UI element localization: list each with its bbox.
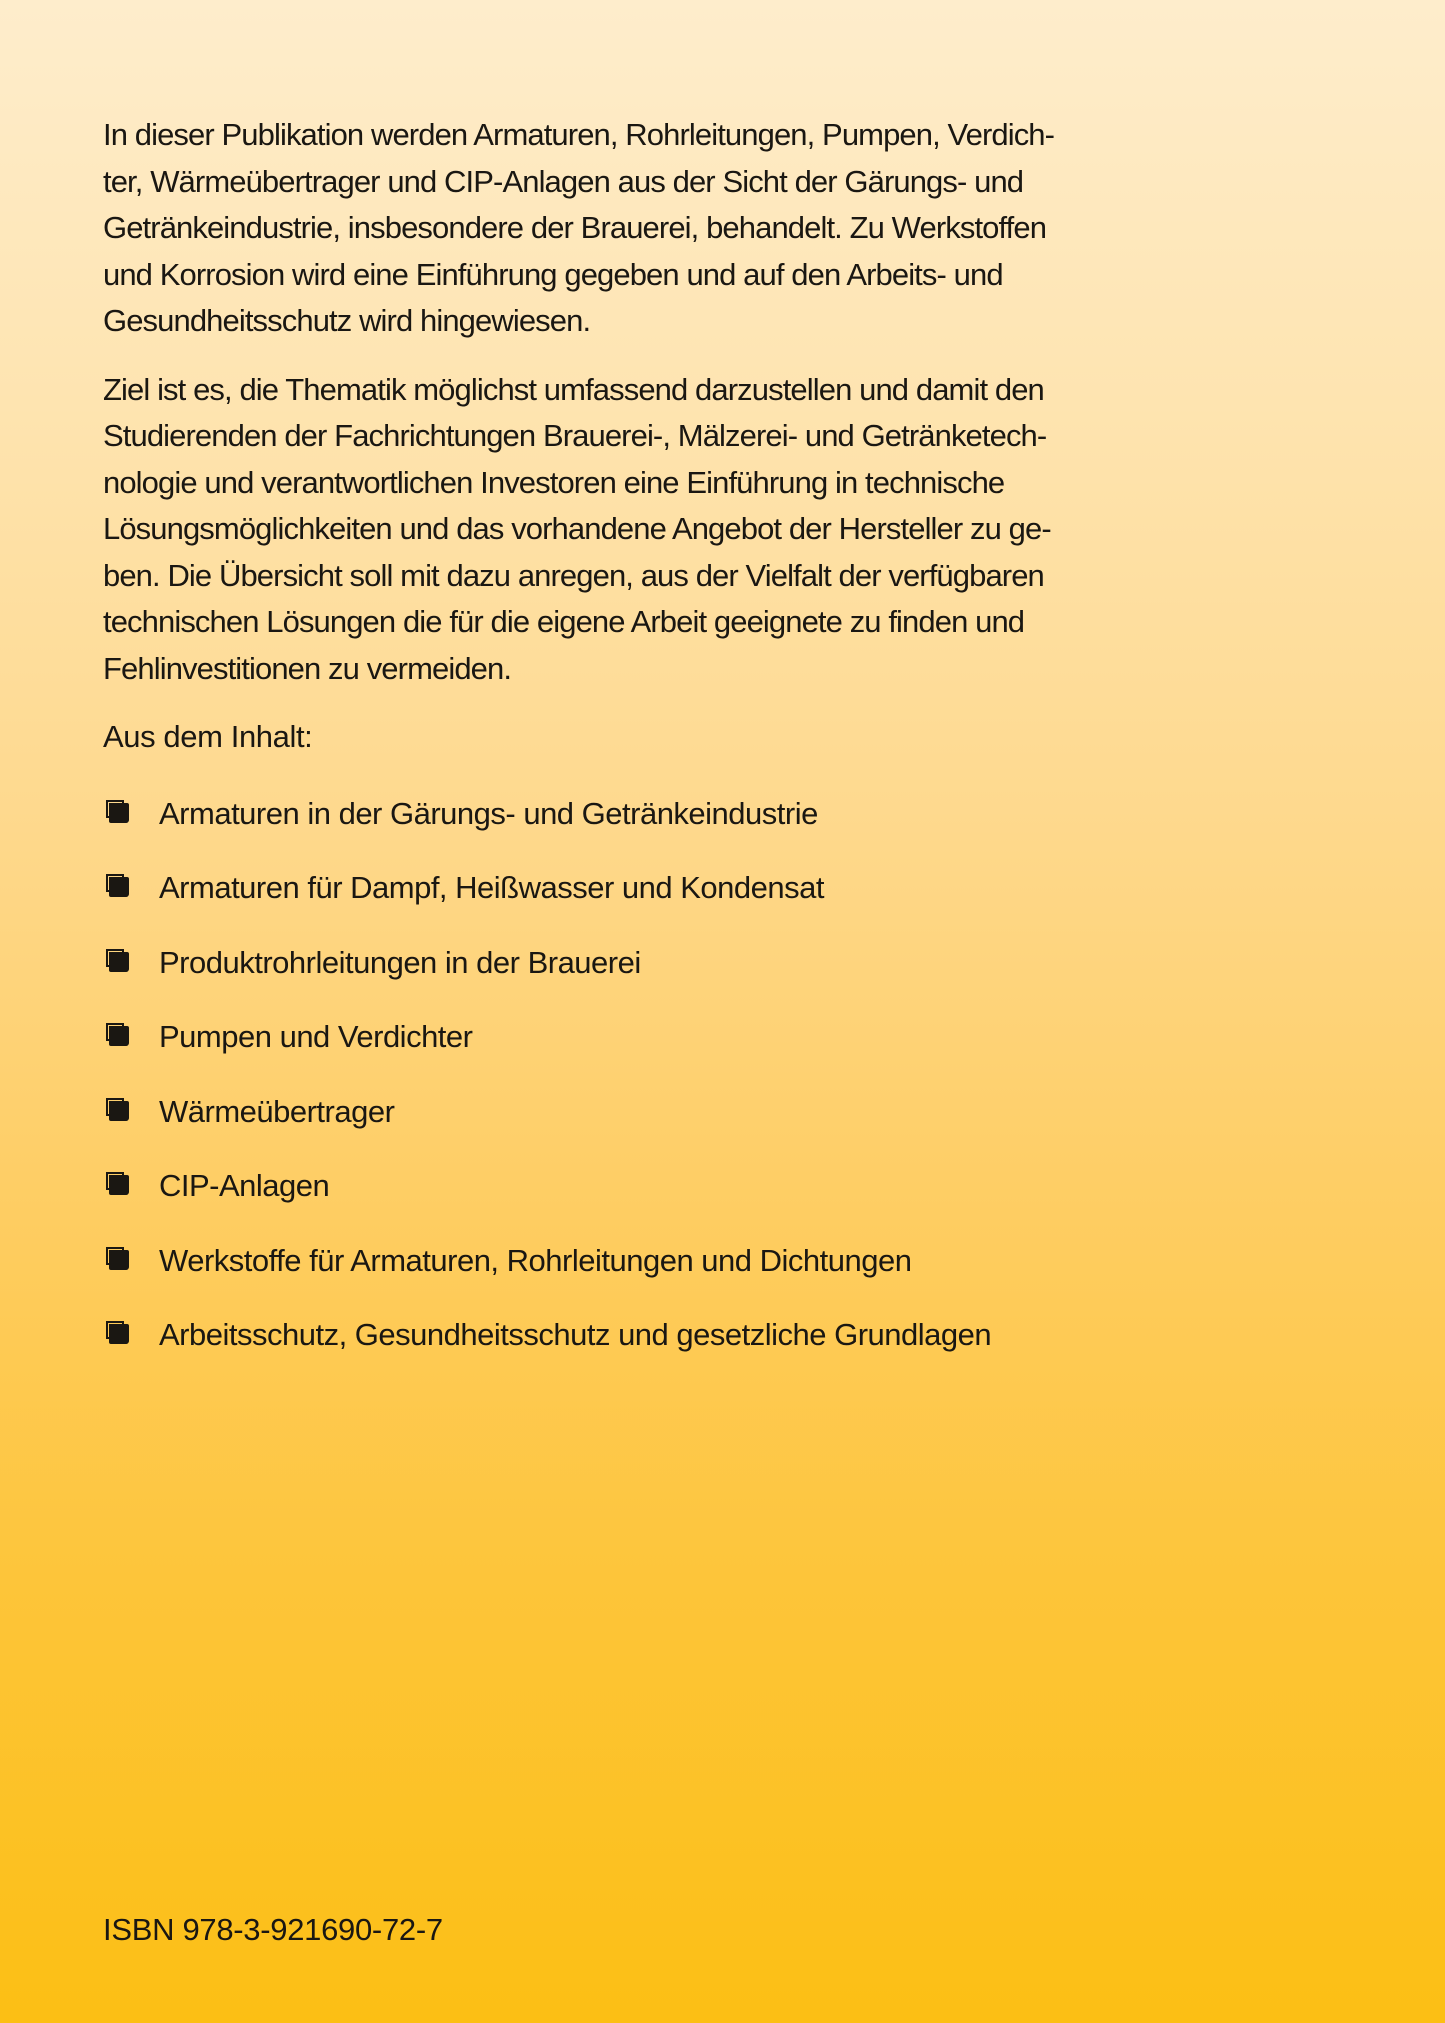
text-line: und Korrosion wird eine Einführung gegeben und auf den Arbeits- und xyxy=(103,256,1003,292)
text-line: ter, Wärmeübertrager und CIP-Anlagen aus der Sicht der Gärungs- und xyxy=(103,163,1024,199)
checkbox-icon xyxy=(106,1321,130,1345)
list-item xyxy=(103,1224,1323,1299)
goal-paragraph xyxy=(103,367,1323,693)
list-item xyxy=(103,1298,1323,1373)
list-item-label: Armaturen für Dampf, Heißwasser und Kondensat xyxy=(159,870,824,906)
list-item-label: Pumpen und Verdichter xyxy=(159,1019,473,1055)
text-line: Ziel ist es, die Thematik möglichst umfassend darzustellen und damit den xyxy=(103,371,1044,407)
back-cover-content xyxy=(103,112,1323,1373)
checkbox-icon xyxy=(106,1098,130,1122)
list-item-label: CIP-Anlagen xyxy=(159,1168,330,1204)
list-item xyxy=(103,851,1323,926)
list-item-label: Arbeitsschutz, Gesundheitsschutz und gesetzliche Grundlagen xyxy=(159,1317,992,1353)
text-line: ben. Die Übersicht soll mit dazu anregen, aus der Vielfalt der verfügbaren xyxy=(103,557,1044,593)
list-item xyxy=(103,777,1323,852)
text-line: Gesundheitsschutz wird hingewiesen. xyxy=(103,303,591,338)
checkbox-icon xyxy=(106,874,130,898)
text-line: Getränkeindustrie, insbesondere der Brauerei, behandelt. Zu Werkstoffen xyxy=(103,210,1047,245)
list-item-label: Wärmeübertrager xyxy=(159,1093,395,1129)
text-line: Studierenden der Fachrichtungen Brauerei-, Mälzerei- und Getränketech- xyxy=(103,418,1047,453)
list-item-label: Werkstoffe für Armaturen, Rohrleitungen und Dichtungen xyxy=(159,1242,912,1278)
list-item-label: Produktrohrleitungen in der Brauerei xyxy=(159,944,641,980)
list-item xyxy=(103,926,1323,1001)
text-line: Lösungsmöglichkeiten und das vorhandene Angebot der Hersteller zu ge- xyxy=(103,511,1051,546)
text-line: Fehlinvestitionen zu vermeiden. xyxy=(103,650,512,686)
checkbox-icon xyxy=(106,800,130,824)
list-item-label: Armaturen in der Gärungs- und Getränkeindustrie xyxy=(159,795,818,831)
text-line: technischen Lösungen die für die eigene Arbeit geeignete zu finden und xyxy=(103,604,1025,639)
checkbox-icon xyxy=(106,1247,130,1271)
checkbox-icon xyxy=(106,1172,130,1196)
contents-list xyxy=(103,777,1323,1373)
isbn-number: ISBN 978-3-921690-72-7 xyxy=(103,1912,443,1947)
list-item xyxy=(103,1075,1323,1150)
checkbox-icon xyxy=(106,1023,130,1047)
contents-heading: Aus dem Inhalt: xyxy=(103,719,313,754)
list-item xyxy=(103,1149,1323,1224)
text-line: nologie und verantwortlichen Investoren eine Einführung in technische xyxy=(103,464,1005,500)
intro-paragraph xyxy=(103,112,1323,345)
text-line: In dieser Publikation werden Armaturen, Rohrleitungen, Pumpen, Verdich- xyxy=(103,117,1055,152)
list-item xyxy=(103,1000,1323,1075)
checkbox-icon xyxy=(106,949,130,973)
